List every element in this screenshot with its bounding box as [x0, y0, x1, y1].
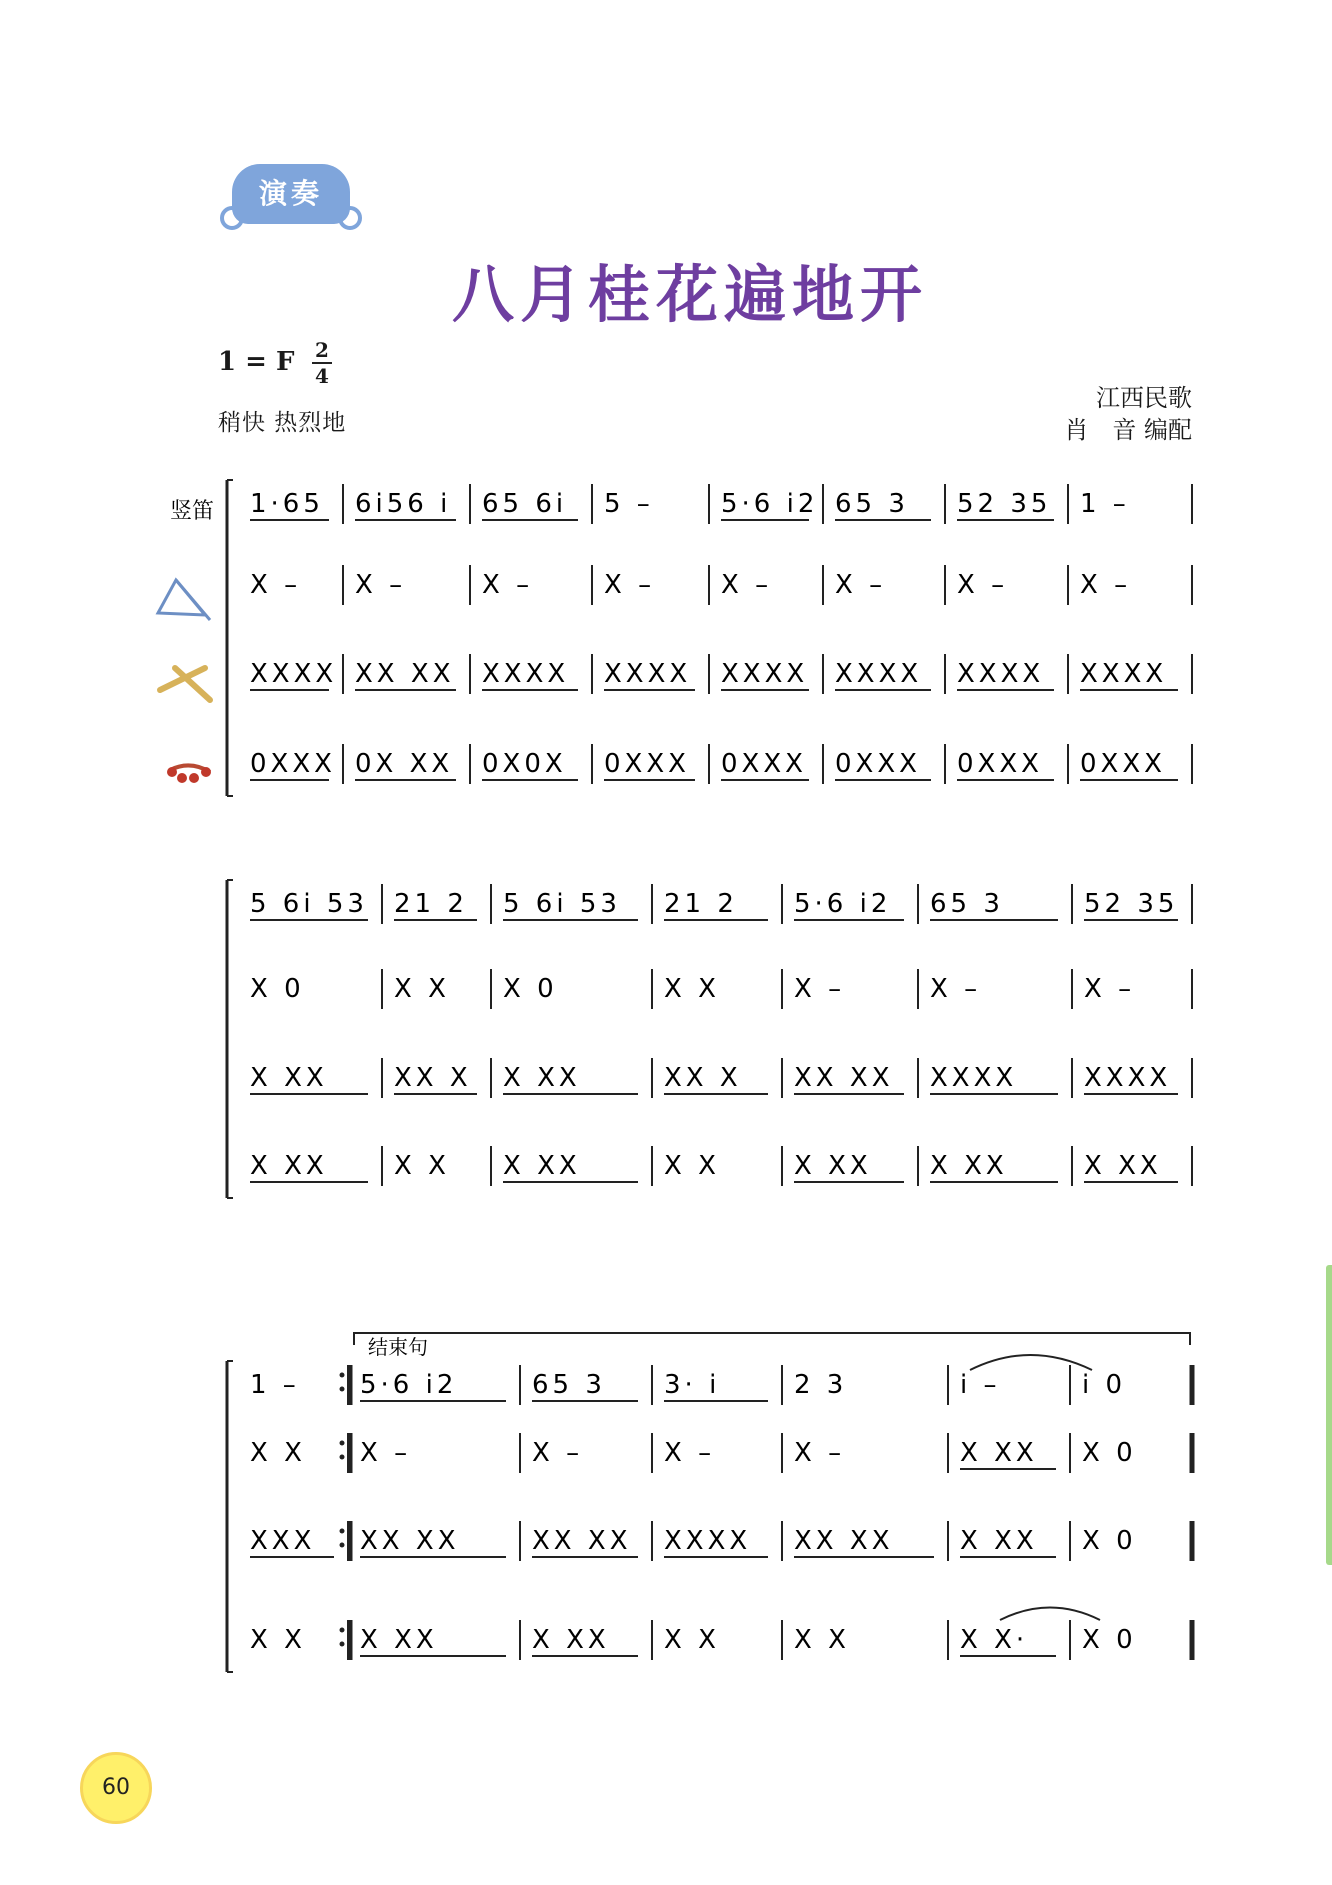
measure-notes: 5 6i 53 — [250, 889, 368, 919]
section-badge-label: 演奏 — [258, 177, 323, 210]
measure-notes: X 0 — [1082, 1625, 1137, 1655]
repeat-dot — [340, 1387, 345, 1392]
measure-notes: 65 3 — [532, 1370, 606, 1400]
measure-notes: i – — [960, 1370, 1001, 1400]
measure-notes: XXXX — [250, 659, 338, 689]
song-arranger: 肖 音 编配 — [1064, 416, 1192, 444]
measure-notes: XXXX — [957, 659, 1045, 689]
measure-notes: X – — [957, 570, 1009, 600]
measure-notes: XXXX — [604, 659, 692, 689]
repeat-dot — [340, 1373, 345, 1378]
measure-notes: 3· i — [664, 1370, 721, 1400]
measure-notes: 0XXX — [604, 749, 690, 779]
measure-notes: XXXX — [664, 1526, 752, 1556]
measure-notes: X XX — [250, 1151, 328, 1181]
time-signature-bottom: 4 — [315, 364, 329, 388]
repeat-dot — [340, 1455, 345, 1460]
measure-notes: X XX — [503, 1063, 581, 1093]
measure-notes: 65 6i — [482, 489, 568, 519]
measure-notes: XXXX — [482, 659, 570, 689]
measure-notes: 0X XX — [355, 749, 454, 779]
measure-notes: XXXX — [835, 659, 923, 689]
measure-notes: X XX — [960, 1438, 1038, 1468]
measure-notes: X X — [250, 1625, 306, 1655]
repeat-dot — [340, 1628, 345, 1633]
measure-notes: X – — [721, 570, 773, 600]
instrument-label-recorder: 竖笛 — [170, 499, 215, 524]
measure-notes: XXXX — [1084, 1063, 1172, 1093]
measure-notes: X X — [664, 1625, 720, 1655]
measure-notes: X – — [360, 1438, 412, 1468]
key-signature: 1 = F — [218, 347, 295, 377]
measure-notes: XX XX — [360, 1526, 460, 1556]
triangle-icon — [158, 580, 210, 620]
song-title: 八月桂花遍地开 — [451, 258, 928, 331]
measure-notes: XXX — [250, 1526, 316, 1556]
measure-notes: X X — [250, 1438, 306, 1468]
measure-notes: X 0 — [503, 974, 558, 1004]
measure-notes: 2 3 — [794, 1370, 848, 1400]
song-origin: 江西民歌 — [1096, 384, 1192, 412]
measure-notes: i 0 — [1082, 1370, 1127, 1400]
measure-notes: X – — [532, 1438, 584, 1468]
measure-notes: X – — [1084, 974, 1136, 1004]
measure-notes: 1 – — [1080, 489, 1130, 519]
measure-notes: 6i56 i — [355, 489, 452, 519]
measure-notes: 1 – — [250, 1370, 300, 1400]
measure-notes: X – — [1080, 570, 1132, 600]
measure-notes: 0XXX — [250, 749, 336, 779]
measure-notes: X – — [794, 974, 846, 1004]
measure-notes: X XX — [930, 1151, 1008, 1181]
measure-notes: X XX — [503, 1151, 581, 1181]
measure-notes: 21 2 — [664, 889, 738, 919]
measure-notes: 5 – — [604, 489, 654, 519]
measure-notes: X – — [664, 1438, 716, 1468]
measure-notes: X – — [482, 570, 534, 600]
measure-notes: XXXX — [1080, 659, 1168, 689]
measure-notes: X – — [250, 570, 302, 600]
measure-notes: X XX — [960, 1526, 1038, 1556]
page-number: 60 — [80, 1752, 152, 1824]
measure-notes: 52 35 — [1084, 889, 1179, 919]
measure-notes: XX XX — [355, 659, 455, 689]
measure-notes: 65 3 — [835, 489, 909, 519]
measure-notes: 1·65 — [250, 489, 324, 519]
measure-notes: 5·6 i2 — [721, 489, 819, 519]
measure-notes: 0XXX — [957, 749, 1043, 779]
measure-notes: X XX — [532, 1625, 610, 1655]
measure-notes: X X· — [960, 1625, 1029, 1655]
time-signature-top: 2 — [315, 338, 329, 362]
measure-notes: X XX — [794, 1151, 872, 1181]
measure-notes: 5·6 i2 — [794, 889, 892, 919]
measure-notes: XX X — [394, 1063, 472, 1093]
bells-icon — [167, 765, 211, 783]
measure-notes: X X — [394, 1151, 450, 1181]
measure-notes: XXXX — [721, 659, 809, 689]
measure-notes: 0XXX — [1080, 749, 1166, 779]
measure-notes: X 0 — [250, 974, 305, 1004]
measure-notes: X – — [604, 570, 656, 600]
measure-notes: X XX — [360, 1625, 438, 1655]
tempo-marking: 稍快 热烈地 — [218, 410, 347, 436]
woodblock-sticks-icon — [160, 668, 210, 700]
systems-layer — [227, 480, 1192, 1672]
measure-notes: 0X0X — [482, 749, 567, 779]
measure-notes: 0XXX — [835, 749, 921, 779]
measure-notes: X X — [664, 1151, 720, 1181]
measure-notes: 5 6i 53 — [503, 889, 621, 919]
measure-notes: X – — [835, 570, 887, 600]
measure-notes: XX XX — [794, 1526, 894, 1556]
measure-notes: X X — [794, 1625, 850, 1655]
measure-notes: X – — [930, 974, 982, 1004]
measure-notes: X XX — [250, 1063, 328, 1093]
repeat-dot — [340, 1529, 345, 1534]
measure-notes: XXXX — [930, 1063, 1018, 1093]
repeat-dot — [340, 1642, 345, 1647]
measure-notes: 21 2 — [394, 889, 468, 919]
repeat-dot — [340, 1543, 345, 1548]
measure-notes: X X — [664, 974, 720, 1004]
measure-notes: XX XX — [532, 1526, 632, 1556]
measure-notes: X – — [355, 570, 407, 600]
measure-notes: 52 35 — [957, 489, 1052, 519]
measure-notes: XX XX — [794, 1063, 894, 1093]
ending-bracket — [354, 1333, 1190, 1345]
measure-notes: XX X — [664, 1063, 742, 1093]
measure-notes: 65 3 — [930, 889, 1004, 919]
measure-notes: X – — [794, 1438, 846, 1468]
measure-notes: X XX — [1084, 1151, 1162, 1181]
measure-notes: X 0 — [1082, 1438, 1137, 1468]
repeat-dot — [340, 1441, 345, 1446]
measure-notes: X 0 — [1082, 1526, 1137, 1556]
measure-notes: 0XXX — [721, 749, 807, 779]
measure-notes: X X — [394, 974, 450, 1004]
measure-notes: 5·6 i2 — [360, 1370, 458, 1400]
ending-label: 结束句 — [368, 1335, 428, 1359]
